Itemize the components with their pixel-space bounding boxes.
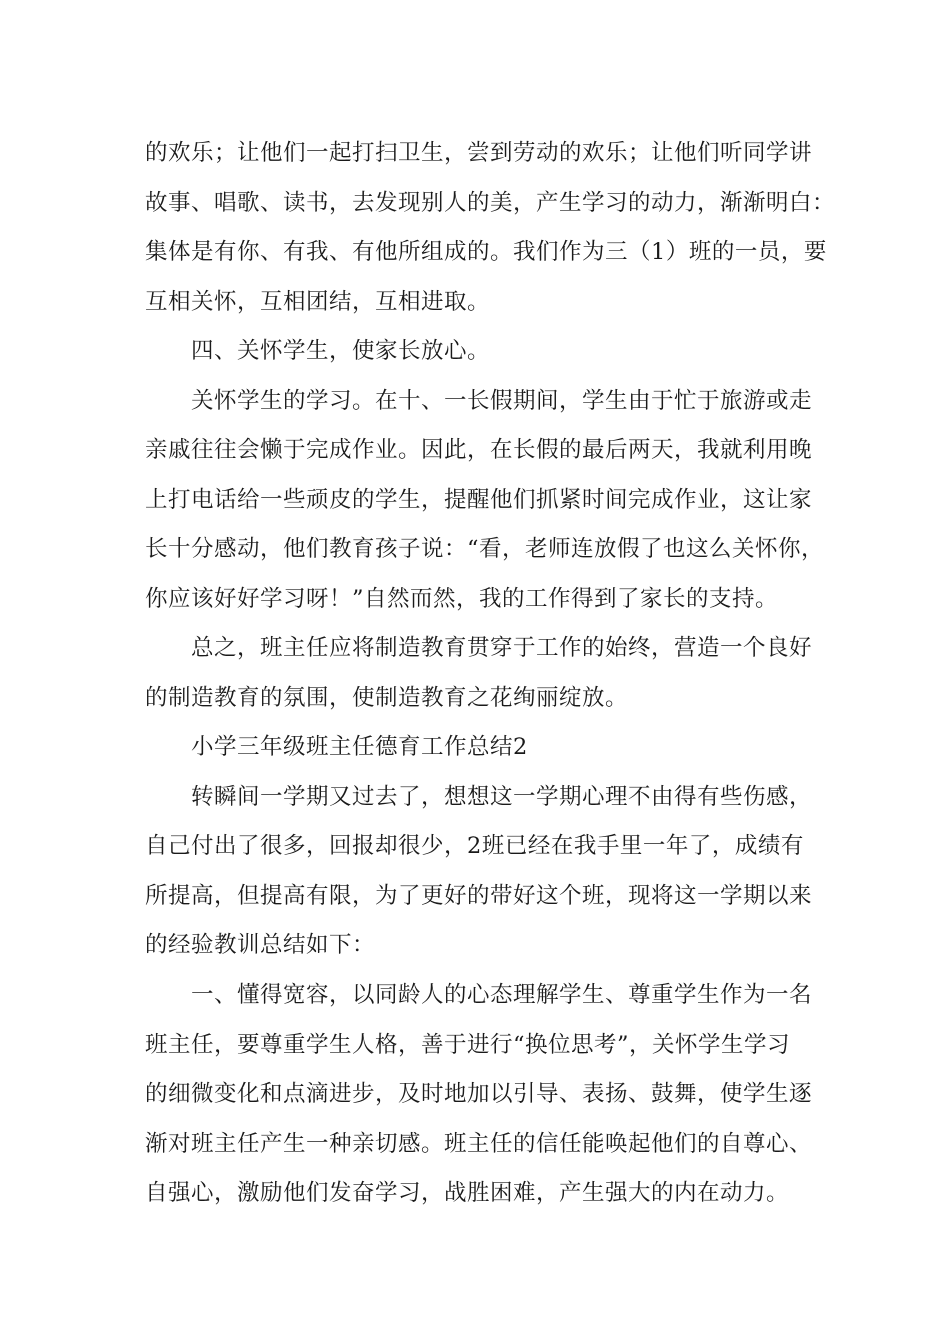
text-line: 集体是有你、有我、有他所组成的。我们作为三（1）班的一员，要: [145, 239, 827, 265]
text-line: 亲戚往往会懒于完成作业。因此，在长假的最后两天，我就利用晚: [145, 437, 813, 463]
section-heading: 四、关怀学生，使家长放心。: [191, 338, 491, 364]
article-title: 小学三年级班主任德育工作总结2: [191, 734, 528, 760]
text-line: 转瞬间一学期又过去了，想想这一学期心理不由得有些伤感，: [191, 784, 813, 810]
text-line: 的欢乐；让他们一起打扫卫生，尝到劳动的欢乐；让他们听同学讲: [145, 140, 813, 166]
text-line: 一、懂得宽容，以同龄人的心态理解学生、尊重学生作为一名: [191, 982, 813, 1008]
text-line: 关怀学生的学习。在十、一长假期间，学生由于忙于旅游或走: [191, 388, 813, 414]
text-line: 你应该好好学习呀！”自然而然，我的工作得到了家长的支持。: [145, 586, 779, 612]
text-line: 上打电话给一些顽皮的学生，提醒他们抓紧时间完成作业，这让家: [145, 487, 813, 513]
text-line: 故事、唱歌、读书，去发现别人的美，产生学习的动力，渐渐明白：: [145, 190, 836, 216]
text-line: 渐对班主任产生一种亲切感。班主任的信任能唤起他们的自尊心、: [145, 1131, 813, 1157]
text-line: 自强心，激励他们发奋学习，战胜困难，产生强大的内在动力。: [145, 1180, 790, 1206]
text-line: 互相关怀，互相团结，互相进取。: [145, 289, 491, 315]
text-line: 的细微变化和点滴进步，及时地加以引导、表扬、鼓舞，使学生逐: [145, 1081, 813, 1107]
text-line: 所提高，但提高有限，为了更好的带好这个班，现将这一学期以来: [145, 883, 813, 909]
text-line: 的经验教训总结如下：: [145, 932, 376, 958]
text-line: 的制造教育的氛围，使制造教育之花绚丽绽放。: [145, 685, 629, 711]
text-line: 自己付出了很多，回报却很少，2班已经在我手里一年了，成绩有: [145, 833, 804, 859]
text-line: 长十分感动，他们教育孩子说：“看，老师连放假了也这么关怀你，: [145, 536, 825, 562]
text-line: 总之，班主任应将制造教育贯穿于工作的始终，营造一个良好: [191, 635, 813, 661]
text-line: 班主任，要尊重学生人格，善于进行“换位思考”，关怀学生学习: [145, 1032, 791, 1058]
